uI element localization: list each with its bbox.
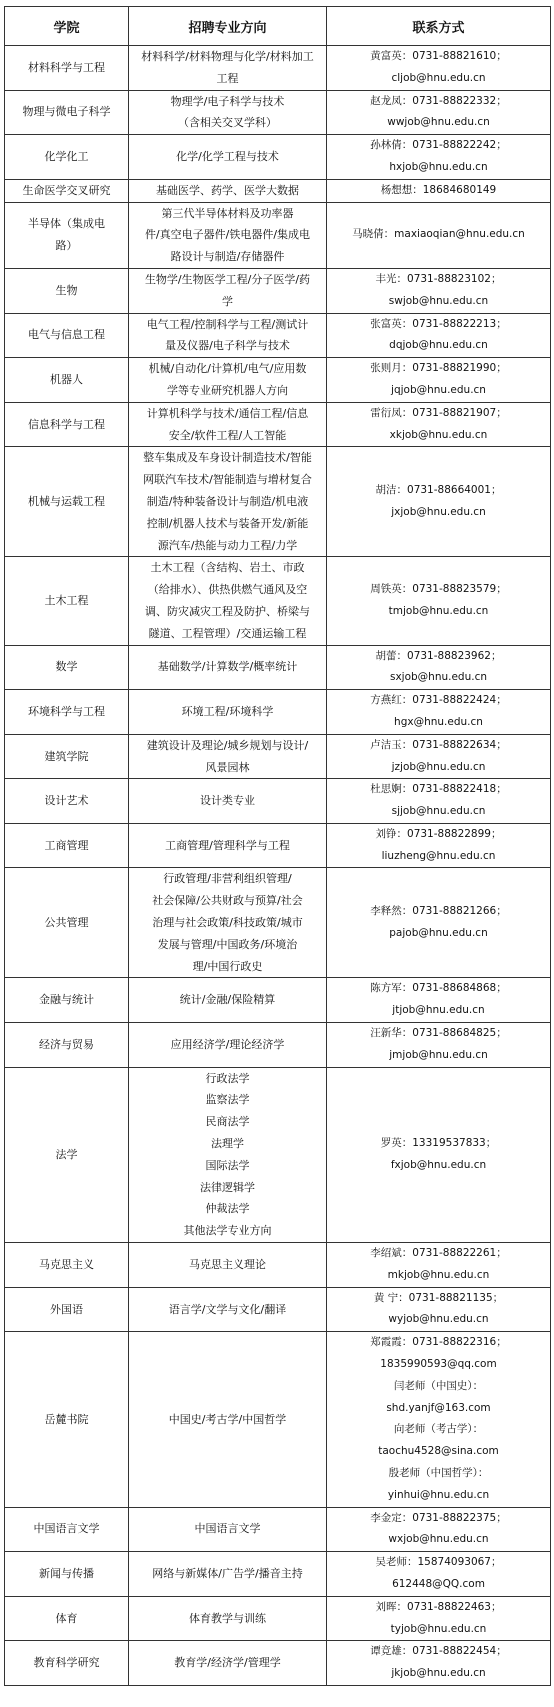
contact-cell: 赵龙凤：0731-88822332； wwjob@hnu.edu.cn xyxy=(327,90,551,135)
table-row xyxy=(5,179,551,202)
college-cell: 化学化工 xyxy=(5,135,129,180)
table-row xyxy=(5,402,551,447)
college-cell: 半导体（集成电 路） xyxy=(5,202,129,268)
table-row xyxy=(5,1287,551,1332)
college-cell: 教育科学研究 xyxy=(5,1641,129,1686)
direction-cell: 设计类专业 xyxy=(129,779,327,824)
college-cell: 机器人 xyxy=(5,358,129,403)
header-direction: 招聘专业方向 xyxy=(129,7,327,46)
table-row xyxy=(5,690,551,735)
college-cell: 工商管理 xyxy=(5,823,129,868)
direction-cell: 环境工程/环境科学 xyxy=(129,690,327,735)
table-row xyxy=(5,1596,551,1641)
table-row xyxy=(5,557,551,645)
contact-cell: 卢洁玉：0731-88822634； jzjob@hnu.edu.cn xyxy=(327,734,551,779)
contact-cell: 马晓倩：maxiaoqian@hnu.edu.cn xyxy=(327,202,551,268)
direction-cell: 土木工程（含结构、岩土、市政 （给排水）、供热供燃气通风及空 调、防灾减灾工程及防护、桥梁与 隧道、工程管理）/交通运输工程 xyxy=(129,557,327,645)
table-row xyxy=(5,202,551,268)
contact-cell: 李金定：0731-88822375； wxjob@hnu.edu.cn xyxy=(327,1507,551,1552)
table-row xyxy=(5,447,551,557)
direction-cell: 教育学/经济学/管理学 xyxy=(129,1641,327,1686)
contact-cell: 刘铮：0731-88822899； liuzheng@hnu.edu.cn xyxy=(327,823,551,868)
direction-cell: 第三代半导体材料及功率器 件/真空电子器件/铁电器件/集成电 路设计与制造/存储器件 xyxy=(129,202,327,268)
header-row xyxy=(5,7,551,46)
college-cell: 法学 xyxy=(5,1067,129,1242)
direction-cell: 体育教学与训练 xyxy=(129,1596,327,1641)
contact-cell: 孙林倩：0731-88822242； hxjob@hnu.edu.cn xyxy=(327,135,551,180)
contact-cell[interactable]: 陈方军：0731-88684868； jtjob@hnu.edu.cn xyxy=(327,978,551,1023)
table-row xyxy=(5,268,551,313)
direction-cell: 应用经济学/理论经济学 xyxy=(129,1023,327,1068)
contact-cell[interactable]: 罗英：13319537833； fxjob@hnu.edu.cn xyxy=(327,1067,551,1242)
direction-cell: 整车集成及车身设计制造技术/智能 网联汽车技术/智能制造与增材复合 制造/特种装备设计与制造/机电液 控制/机器人技术与装备开发/新能 源汽车/热能与动力工程/力学 xyxy=(129,447,327,557)
direction-cell: 工商管理/管理科学与工程 xyxy=(129,823,327,868)
direction-cell: 材料科学/材料物理与化学/材料加工 工程 xyxy=(129,46,327,91)
table-row xyxy=(5,1552,551,1597)
college-cell: 马克思主义 xyxy=(5,1243,129,1288)
college-cell: 金融与统计 xyxy=(5,978,129,1023)
table-row xyxy=(5,358,551,403)
direction-cell: 中国史/考古学/中国哲学 xyxy=(129,1332,327,1507)
contact-cell: 胡蕾：0731-88823962； sxjob@hnu.edu.cn xyxy=(327,645,551,690)
direction-cell: 统计/金融/保险精算 xyxy=(129,978,327,1023)
college-cell: 中国语言文学 xyxy=(5,1507,129,1552)
direction-cell: 物理学/电子科学与技术 （含相关交叉学科） xyxy=(129,90,327,135)
college-cell: 材料科学与工程 xyxy=(5,46,129,91)
table-row xyxy=(5,46,551,91)
table-row xyxy=(5,1023,551,1068)
contact-cell: 周铁英：0731-88823579； tmjob@hnu.edu.cn xyxy=(327,557,551,645)
table-row xyxy=(5,313,551,358)
direction-cell: 电气工程/控制科学与工程/测试计 量及仪器/电子科学与技术 xyxy=(129,313,327,358)
college-cell: 岳麓书院 xyxy=(5,1332,129,1507)
header-contact: 联系方式 xyxy=(327,7,551,46)
table-row xyxy=(5,823,551,868)
college-cell: 经济与贸易 xyxy=(5,1023,129,1068)
table-row xyxy=(5,978,551,1023)
direction-cell: 基础数学/计算数学/概率统计 xyxy=(129,645,327,690)
direction-cell: 网络与新媒体/广告学/播音主持 xyxy=(129,1552,327,1597)
table-row xyxy=(5,645,551,690)
contact-cell: 胡洁：0731-88664001； jxjob@hnu.edu.cn xyxy=(327,447,551,557)
contact-cell: 黄 宁：0731-88821135； wyjob@hnu.edu.cn xyxy=(327,1287,551,1332)
header-college: 学院 xyxy=(5,7,129,46)
table-row xyxy=(5,1332,551,1507)
direction-cell: 行政法学 监察法学 民商法学 法理学 国际法学 法律逻辑学 仲裁法学 其他法学专业方向 xyxy=(129,1067,327,1242)
recruitment-table xyxy=(4,6,551,1686)
contact-cell[interactable]: 吴老师：15874093067； 612448@QQ.com xyxy=(327,1552,551,1597)
table-row xyxy=(5,90,551,135)
college-cell: 机械与运载工程 xyxy=(5,447,129,557)
table-row xyxy=(5,1067,551,1242)
contact-cell: 杨想想：18684680149 xyxy=(327,179,551,202)
table-row xyxy=(5,734,551,779)
college-cell: 土木工程 xyxy=(5,557,129,645)
contact-cell: 刘晖：0731-88822463； tyjob@hnu.edu.cn xyxy=(327,1596,551,1641)
direction-cell: 中国语言文学 xyxy=(129,1507,327,1552)
direction-cell: 机械/自动化/计算机/电气/应用数 学等专业研究机器人方向 xyxy=(129,358,327,403)
contact-cell[interactable]: 丰光：0731-88823102； swjob@hnu.edu.cn xyxy=(327,268,551,313)
contact-cell[interactable]: 张则月：0731-88821990； jqjob@hnu.edu.cn xyxy=(327,358,551,403)
college-cell: 电气与信息工程 xyxy=(5,313,129,358)
table-row xyxy=(5,868,551,978)
college-cell: 信息科学与工程 xyxy=(5,402,129,447)
contact-cell: 雷衍凤：0731-88821907； xkjob@hnu.edu.cn xyxy=(327,402,551,447)
contact-cell: 方燕红：0731-88822424； hgx@hnu.edu.cn xyxy=(327,690,551,735)
contact-cell[interactable]: 李释然：0731-88821266； pajob@hnu.edu.cn xyxy=(327,868,551,978)
college-cell: 环境科学与工程 xyxy=(5,690,129,735)
college-cell: 设计艺术 xyxy=(5,779,129,824)
direction-cell: 语言学/文学与文化/翻译 xyxy=(129,1287,327,1332)
table-row xyxy=(5,779,551,824)
table-row xyxy=(5,1243,551,1288)
direction-cell: 建筑设计及理论/城乡规划与设计/ 风景园林 xyxy=(129,734,327,779)
college-cell: 物理与微电子科学 xyxy=(5,90,129,135)
table-row xyxy=(5,1507,551,1552)
college-cell: 建筑学院 xyxy=(5,734,129,779)
contact-cell: 黄富英：0731-88821610； cljob@hnu.edu.cn xyxy=(327,46,551,91)
direction-cell: 生物学/生物医学工程/分子医学/药 学 xyxy=(129,268,327,313)
college-cell: 生命医学交叉研究 xyxy=(5,179,129,202)
contact-cell: 杜思婀：0731-88822418； sjjob@hnu.edu.cn xyxy=(327,779,551,824)
college-cell: 公共管理 xyxy=(5,868,129,978)
college-cell: 数学 xyxy=(5,645,129,690)
direction-cell: 化学/化学工程与技术 xyxy=(129,135,327,180)
college-cell: 生物 xyxy=(5,268,129,313)
contact-cell: 张富英：0731-88822213； dqjob@hnu.edu.cn xyxy=(327,313,551,358)
direction-cell: 基础医学、药学、医学大数据 xyxy=(129,179,327,202)
contact-cell: 汪新华：0731-88684825； jmjob@hnu.edu.cn xyxy=(327,1023,551,1068)
table-row xyxy=(5,1641,551,1686)
direction-cell: 行政管理/非营利组织管理/ 社会保障/公共财政与预算/社会 治理与社会政策/科技政策/城市 发展与管理/中国政务/环境治 理/中国行政史 xyxy=(129,868,327,978)
college-cell: 新闻与传播 xyxy=(5,1552,129,1597)
table-row xyxy=(5,135,551,180)
contact-cell: 李绍斌：0731-88822261； mkjob@hnu.edu.cn xyxy=(327,1243,551,1288)
contact-cell: 谭竞雄：0731-88822454； jkjob@hnu.edu.cn xyxy=(327,1641,551,1686)
direction-cell: 计算机科学与技术/通信工程/信息 安全/软件工程/人工智能 xyxy=(129,402,327,447)
table-body xyxy=(5,46,551,1686)
recruitment-table-container xyxy=(4,6,550,1686)
college-cell: 体育 xyxy=(5,1596,129,1641)
direction-cell: 马克思主义理论 xyxy=(129,1243,327,1288)
college-cell: 外国语 xyxy=(5,1287,129,1332)
contact-cell: 郑霞霞：0731-88822316； 1835990593@qq.com 闫老师（中国史）： shd.yanjf@163.com 向老师（考古学）： taochu4528@sina.com 殷老师（中国哲学）： yinhui@hnu.edu.cn xyxy=(327,1332,551,1507)
